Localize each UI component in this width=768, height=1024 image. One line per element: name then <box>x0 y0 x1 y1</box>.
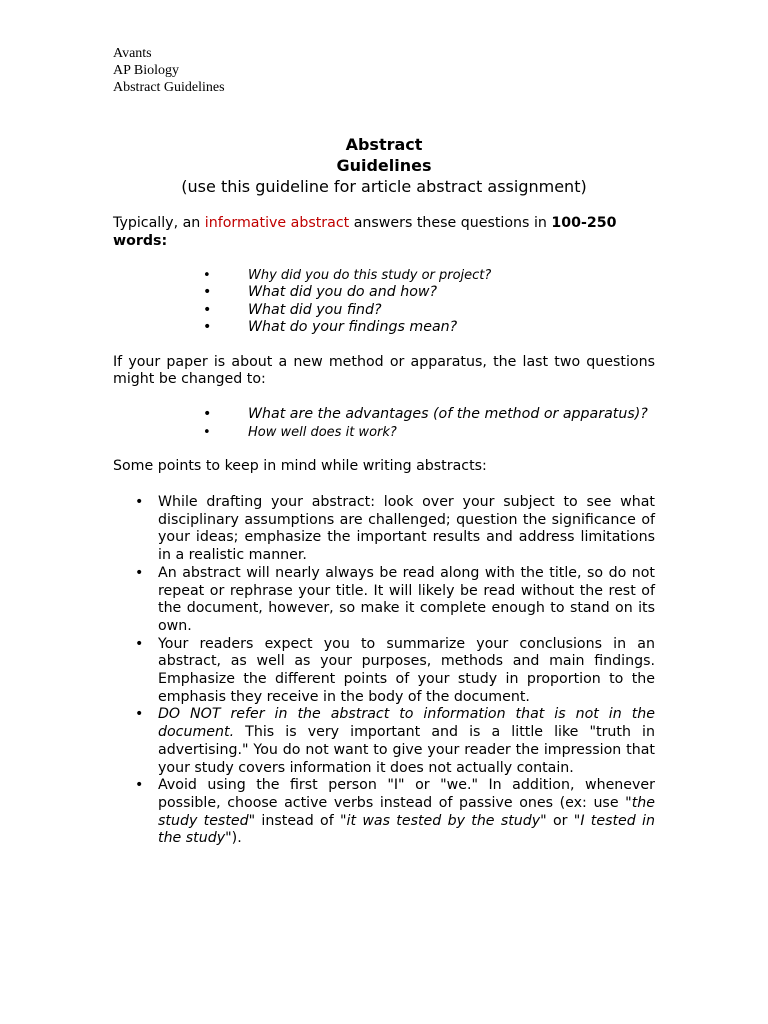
bullet-icon: • <box>203 424 211 440</box>
list-item <box>113 777 655 848</box>
question-text: What did you find? <box>248 301 382 318</box>
bullet-icon: • <box>203 406 212 423</box>
method-question-list <box>113 406 655 441</box>
bullet-icon: • <box>135 493 144 510</box>
point-emphasis: it was tested by the study <box>346 812 541 829</box>
point-emphasis: I tested in the study <box>158 812 655 847</box>
bullet-icon: • <box>203 284 212 301</box>
bullet-icon: • <box>203 267 211 283</box>
bullet-icon: • <box>135 706 144 723</box>
point-text: While drafting your abstract: look over your subject to see what disciplinary assumptions are challenged; question the significance of your ideas; emphasize the important results and address limitations in a realistic manner. <box>158 493 655 564</box>
question-text: Why did you do this study or project? <box>248 267 492 283</box>
point-text: Avoid using the first person "I" or "we." In addition, whenever possible, choose active verbs instead of passive ones (ex: use " <box>158 777 655 811</box>
list-item <box>113 284 655 302</box>
list-item <box>113 424 655 442</box>
list-item <box>113 494 655 565</box>
document-header <box>113 45 225 96</box>
points-list <box>113 494 655 848</box>
intro-highlight: informative abstract <box>204 215 350 231</box>
point-emphasis: the study tested <box>158 794 655 829</box>
question-text: What do your findings mean? <box>248 319 458 336</box>
author-name: Avants <box>113 46 152 61</box>
point-text: "). <box>225 830 242 847</box>
question-text: How well does it work? <box>248 424 397 440</box>
intro-prefix: Typically, an <box>113 215 205 231</box>
point-emphasis: DO NOT refer in the abstract to information that is not in the document. <box>158 706 655 741</box>
document-body <box>113 215 655 848</box>
question-list <box>113 267 655 337</box>
list-item <box>113 706 655 777</box>
point-text: This is very important and is a little like "truth in advertising." You do not want to give your reader the impression that your study covers information it does not actually contain. <box>158 724 655 776</box>
intro-middle: answers these questions in <box>349 215 552 231</box>
intro-paragraph <box>113 215 655 251</box>
course-name: AP Biology <box>113 63 179 78</box>
point-text: Your readers expect you to summarize your conclusions in an abstract, as well as your purposes, methods and main findings. Emphasize the different points of your study in proportion to the emphasis they receive in the body of the document. <box>158 635 655 705</box>
list-item <box>113 319 655 337</box>
method-paragraph: If your paper is about a new method or apparatus, the last two questions might be changed to: <box>113 353 655 388</box>
point-text: " instead of " <box>248 812 347 829</box>
title-line-1: Abstract <box>345 135 423 154</box>
bullet-icon: • <box>203 301 212 318</box>
bullet-icon: • <box>135 564 144 581</box>
point-text: " or " <box>540 812 581 829</box>
list-item <box>113 565 655 636</box>
list-item <box>113 636 655 707</box>
question-text: What did you do and how? <box>248 284 438 301</box>
header-doc-title: Abstract Guidelines <box>113 80 225 95</box>
title-subtitle: (use this guideline for article abstract assignment) <box>181 177 587 196</box>
point-text: An abstract will nearly always be read along with the title, so do not repeat or rephrase your title. It will likely be read without the rest of the document, however, so make it complete enough to stand on its own. <box>158 564 655 634</box>
title-line-2: Guidelines <box>336 156 432 175</box>
bullet-icon: • <box>135 777 144 794</box>
page-title <box>0 134 768 197</box>
intro-word-count: 100-250 words: <box>113 215 617 249</box>
question-text: What are the advantages (of the method or apparatus)? <box>248 406 648 423</box>
points-intro: Some points to keep in mind while writing abstracts: <box>113 458 487 475</box>
list-item <box>113 302 655 320</box>
bullet-icon: • <box>203 319 212 336</box>
list-item <box>113 406 655 424</box>
bullet-icon: • <box>135 635 144 652</box>
list-item <box>113 267 655 285</box>
